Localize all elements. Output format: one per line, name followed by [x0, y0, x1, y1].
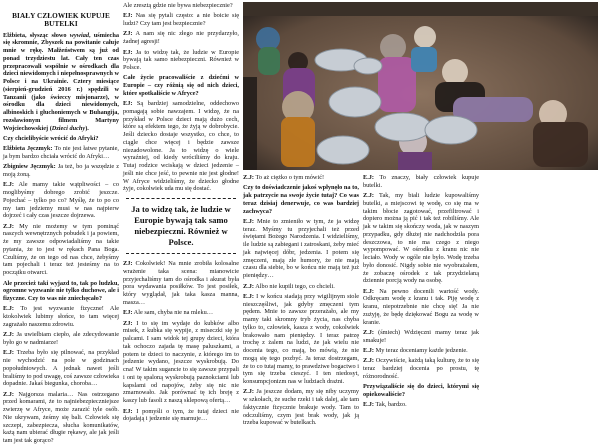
answer-text: Tak, bardzo.: [374, 401, 407, 409]
column-3: [243, 174, 359, 427]
answer-text: Oczywiście, każdą taką kulturę, że to się teraz bardziej docenia po prostu, tę różnorodność.: [363, 357, 479, 380]
interview-answer: [243, 218, 359, 280]
answer-text: Ale sam, chyba nie na mleku…: [132, 309, 214, 317]
speaker-label: EJ:: [123, 100, 133, 108]
answer-text: My teraz doceniamy każde jedzenie.: [374, 347, 468, 355]
answer-text: Cokolwiek! Na mnie zrobiła kolosalne wrażenie taka scena: mianowicie przyjechaliśmy tam do ośrodka i akurat była pora wydawania posiłków. To jest posiłek, który wyglądał, jak taka kasza manna, masza…: [123, 260, 239, 306]
interview-answer: [3, 305, 119, 328]
speaker-label: ZJ:: [123, 260, 133, 268]
speaker-label: Z.J:: [243, 174, 255, 181]
speaker-label: Elżbieta Jęczmyk:: [3, 145, 53, 153]
answer-text: Na pewno docenili wartość wody. Odkręcam wodę z kranu i tak. Piję wodę z kranu, niepotrzebnie nie chcę się! Ja nie zużyję, że będę dziękować Bogu za wodę w kranie.: [363, 287, 479, 326]
speaker-label: Z.J:: [3, 222, 15, 230]
interview-answer: [3, 223, 119, 277]
speaker-label: E.J:: [3, 181, 15, 189]
intro-text: , uśmiecha się skromnie, Zbyszek na powitanie całuje mnie w rękę. Małżeństwem są już od ponad trzydziestu lat. Cały ten czas przepracowali wspólnie w ośrodkach dla dzieci niewidomych i niepełnosprawnych w Polsce i na Ukrainie. Cztery miesiące (sierpień-grudzień 2016 r.) spędzili w Tanzanii (jako świeccy misjonarze), w ośrodku dla dzieci niewidomych, albinoskich i głuchoniemych w Buhangija, rozsławionym filmem Martyny Wojciechowskiej (: [3, 31, 119, 132]
interview-question: Czy chcielibyście wrócić do Afryki?: [3, 134, 99, 142]
column-4: [363, 174, 479, 424]
speaker-label: ZJ:: [123, 30, 133, 38]
interview-answer: [123, 49, 239, 72]
answer-text: Ja też, bo ja wszędzie z moją żoną.: [3, 163, 119, 179]
interview-answer: [123, 260, 239, 307]
film-title: Dzieci duchy: [51, 124, 86, 132]
answer-text: To jest wyzwanie fizyczne! Ale ktokolwiek lubimy słońce, to tam więcej zagrażało naszemu zdrowiu.: [3, 305, 119, 328]
interview-question: Ale przecież taki wyjazd to, tak po ludzku, ogromne wyzwanie nie tylko duchowe, ale i fizyczne. Czy to was nie zniechęcało?: [3, 279, 119, 303]
article-title: BIAŁY CZŁOWIEK KUPUJE BUTELKI: [12, 12, 110, 28]
divider: [126, 198, 236, 199]
interview-question: Przywiązaliście się do dzieci, którymi się opiekowaliście?: [363, 383, 479, 399]
speaker-label: E.J:: [363, 174, 375, 181]
answer-text: Tak, my biali ludzie kupowaliśmy butelki, a miejscowi tę wodę, co się ma w takim błocie zagotować, przefiltrować i dopiero można ją pić i tak też robiliśmy. Ale jak w takim się skończy woda, jak w naszym przypadku, gdy dłużej nie nadchodziła pora deszczowa, to nie ma czego z niego wypompować. W ośrodku z kranu nic nie leciało. Wody w ogóle nie było. Wodę trzeba było donosić. Nigdy sobie nie wyobrażałem, że zobaczę ośrodek z tak przydzielaną dziennie porcją wody na osobę.: [363, 192, 479, 285]
speaker-label: E.J:: [363, 347, 375, 355]
interview-answer: [123, 12, 239, 28]
column-5: [483, 174, 599, 424]
speaker-label: Zbigniew Jęczmyk:: [3, 163, 56, 171]
answer-text: Ale mamy takie wątpliwości – co moglibyśmy dobrego zrobić jeszcze. Pojechać – tylko po co? Myślę, że to po co my tam jedziemy musi w nas najpierw dojrzeć i cały czas jeszcze dojrzewa.: [3, 181, 119, 220]
speaker-label: Z.J:: [3, 331, 15, 339]
answer-text: To aż ciężko o tym mówić!: [254, 174, 325, 181]
interview-answer: [363, 174, 479, 190]
interview-answer: [123, 30, 239, 46]
interview-question: Czy to doświadczenie jakoś wpłynęło na to, jak patrzycie na swoje życie tutaj? Co was teraz dzisiaj denerwuje, co was bardziej zachwyca?: [243, 184, 359, 215]
answer-text: Albo nie kupili tego, co chcieli.: [254, 282, 335, 290]
intro-text: Elżbieta, słysząc słowo: [3, 31, 70, 39]
answer-text: Mnie to zmieniło w tym, że ja widzę teraz. Myśmy tu przyjechali też przed świętami Bożego Narodzenia. I widzieliśmy, ile ludzie są zabiegani i zatroskani, żeby mieć jak najwięcej dóbr, jedzenia. I potem się zmęczeni, mają złe humory, że nie mają czasu dla siebie, bo w końcu nie mają też już pieniędzy…: [243, 217, 359, 280]
interview-answer: [363, 347, 479, 355]
speaker-label: ZJ:: [123, 319, 133, 327]
speaker-label: Z.J:: [363, 357, 375, 365]
speaker-label: Z.J:: [363, 329, 375, 337]
pull-quote-text: Ja to widzę tak, że ludzie w Europie bywają tak samo niebezpieczni. Również w Polsce.: [131, 204, 231, 248]
interview-answer: [243, 174, 359, 182]
speaker-label: Z.J:: [3, 390, 15, 398]
speaker-label: E.J:: [243, 292, 255, 300]
speaker-label: Z.J:: [243, 282, 255, 290]
interview-answer: [3, 391, 119, 445]
speaker-label: E.J:: [363, 401, 375, 409]
speaker-label: E.J:: [3, 305, 15, 313]
speaker-label: E.J:: [363, 287, 375, 295]
pull-quote: [123, 198, 239, 254]
divider: [126, 253, 236, 254]
interview-answer: [243, 388, 359, 427]
photo-children-eating-image: [243, 2, 598, 170]
answer-text: I w końcu siadają przy wigilijnym stole nieszczęśliwi, jak gdyby zmęczeni tym pędem. Mnie to zawsze przerażało, ale my mamy taki skromny tryb życia, nas chyba tylko to, człowiek, kasza z wody, cokolwiek brakowało nam pieniędzy. I teraz patrzę trochę z żalem na ludzi, że jak wielu nie docenia tego, co mają, bo mówią, że nie mogą się tego pozbyć. Ja teraz dostrzegam, że to co tutaj mamy, to prawdziwe bogactwo i tym się trzeba cieszyć. I ten niedosyt, konsumpcjonizm nas w ludziach drażni.: [243, 292, 359, 386]
answer-text: I pomyśli o tym, że tutaj dzieci nie dojadają i jedzenie się marnuje…: [123, 407, 239, 423]
answer-text: Nas się pytali często: a nie boicie się ludzi? Czy tam jest bezpiecznie?: [123, 12, 239, 28]
interview-answer: [363, 288, 479, 327]
interview-answer: [123, 408, 239, 424]
interview-answer: [363, 357, 479, 380]
answer-text: Są bardziej samodzielne, oddechowo pomagają sobie nawzajem. I widzę, że na przykład w Polsce dzieci mają dużo cech, które są efektem tego, że żyją w dobrobycie. Jeśli dziecko dostaje wszystko, co chce, to ciągle chce więcej i będzie zawsze niezadowolone. Ja to widzę o wiele wyraźniej, od kiedy wróciliśmy do kraju. Tutaj rodzice wciskają w dzieci jedzenie – jeśli nie chce jeść, to pewnie nie jest głodne! W Afryce widzieliśmy, że dziecko głodne żyje, cokolwiek uda mu się dostać.: [123, 100, 239, 193]
column-2: [123, 2, 239, 422]
speaker-label: Z.J:: [243, 388, 255, 396]
speaker-label: E.J:: [3, 349, 15, 357]
answer-text: To nie jest łatwe pytanie, ja bym bardzo chciała wrócić do Afryki…: [3, 145, 119, 160]
interview-answer: [3, 163, 119, 179]
answer-text: I to się im wydaje do kubków albo misek, z kubka się wypije, z miseczki się je palcami. I sam widok tej grupy dzieci, która tak ochoczo zajada tę masę paluszkami, a potem te dzieci to naczynie, z którego im to jedzenie wydano, jeszcze wyskrobują. Do cna! W takim sugancie to się zawsze przypali i oni tę spaloną wyskrobują paznokciami lub kapslami od napojów, żeby się nic nie zmarnowało. Jak porównać tę ich breję z kaszy lub fasoli z naszą sklepową ofertą…: [123, 319, 239, 405]
column-1: [3, 12, 119, 445]
interview-answer: [123, 309, 239, 317]
answer-text: Trzeba było się pilnować, na przykład nie wychodzić na pole w godzinach popołudniowych. A jednak nawet jeśli braliśmy to pod uwagę, coś zawsze człowieka dopadnie. Jakaś biegunka, choroba…: [3, 349, 119, 388]
answer-text: A nam się nic złego nie przydarzyło, żadnej agresji!: [123, 30, 239, 46]
intro-emphasis: wywiad: [69, 31, 90, 39]
speaker-label: EJ:: [123, 407, 133, 415]
speaker-label: E.J:: [243, 217, 255, 225]
interview-answer: [3, 145, 119, 161]
interview-answer: [363, 401, 479, 409]
interview-answer: [243, 283, 359, 291]
interview-answer: [363, 329, 479, 345]
answer-text: Ja jeszcze dodam, my się niby uczymy w szkołach, że suche rzeki i tak dalej, ale tam faktycznie fizycznie brakuje wody. Tam to odczuliśmy, czym jest brak wody, jak ją trzeba kupować w butelkach.: [243, 388, 359, 427]
interview-question: Całe życie pracowaliście z dziećmi w Europie – czy różnią się od nich dzieci, które spotkaliście w Afryce?: [123, 74, 239, 97]
answer-text: My nie możemy w tym pominąć naszych wewnętrznych pobudek i ja powiem, że my zawsze odpowiadaliśmy na takie pytania, że to jest w rękach Pana Boga. Czuliśmy, że on tego od nas chce, żebyśmy tam pojechali i teraz też jesteśmy na to początku otwarci.: [3, 222, 119, 277]
interview-answer: [243, 293, 359, 386]
speaker-label: Z.J:: [363, 192, 375, 200]
answer-text: To znaczy, biały człowiek kupuje butelki.: [363, 174, 479, 189]
interview-answer: [3, 181, 119, 220]
answer-text: Ja uwielbiam ciepło, ale zdecydowanie było go w nadmiarze!: [3, 331, 119, 346]
speaker-label: EJ:: [123, 12, 133, 20]
intro-text: ).: [85, 124, 89, 132]
interview-answer: [123, 100, 239, 193]
interview-answer: [363, 192, 479, 285]
interview-answer: [123, 320, 239, 405]
interview-answer: [3, 331, 119, 347]
answer-text: Ja to widzę tak, że ludzie w Europie bywają tak samo niebezpieczni. Również w Polsce.: [123, 48, 239, 72]
answer-text: Najgorsza malaria… Nas ostrzegano przed komarami, że to najniebezpieczniejsze zwierzę w Afryce, może zarazić tyle osób. Nie ukrywam, żeśmy się bali. Człowiek się szczepi, zabezpiecza, słucha komunikatów, każą nam ubierać długie rękawy, ale jak jeśli tam jest tak gorąco?: [3, 390, 119, 445]
paragraph: Ale zresztą gdzie nie bywa niebezpiecznie?: [123, 2, 233, 9]
speaker-label: EJ:: [123, 48, 133, 56]
speaker-label: EJ:: [123, 309, 133, 317]
answer-text: (śmiech) Wdzięczni mamy teraz jak smakuje!: [363, 329, 479, 344]
article-intro: [3, 32, 119, 133]
interview-answer: [3, 349, 119, 388]
